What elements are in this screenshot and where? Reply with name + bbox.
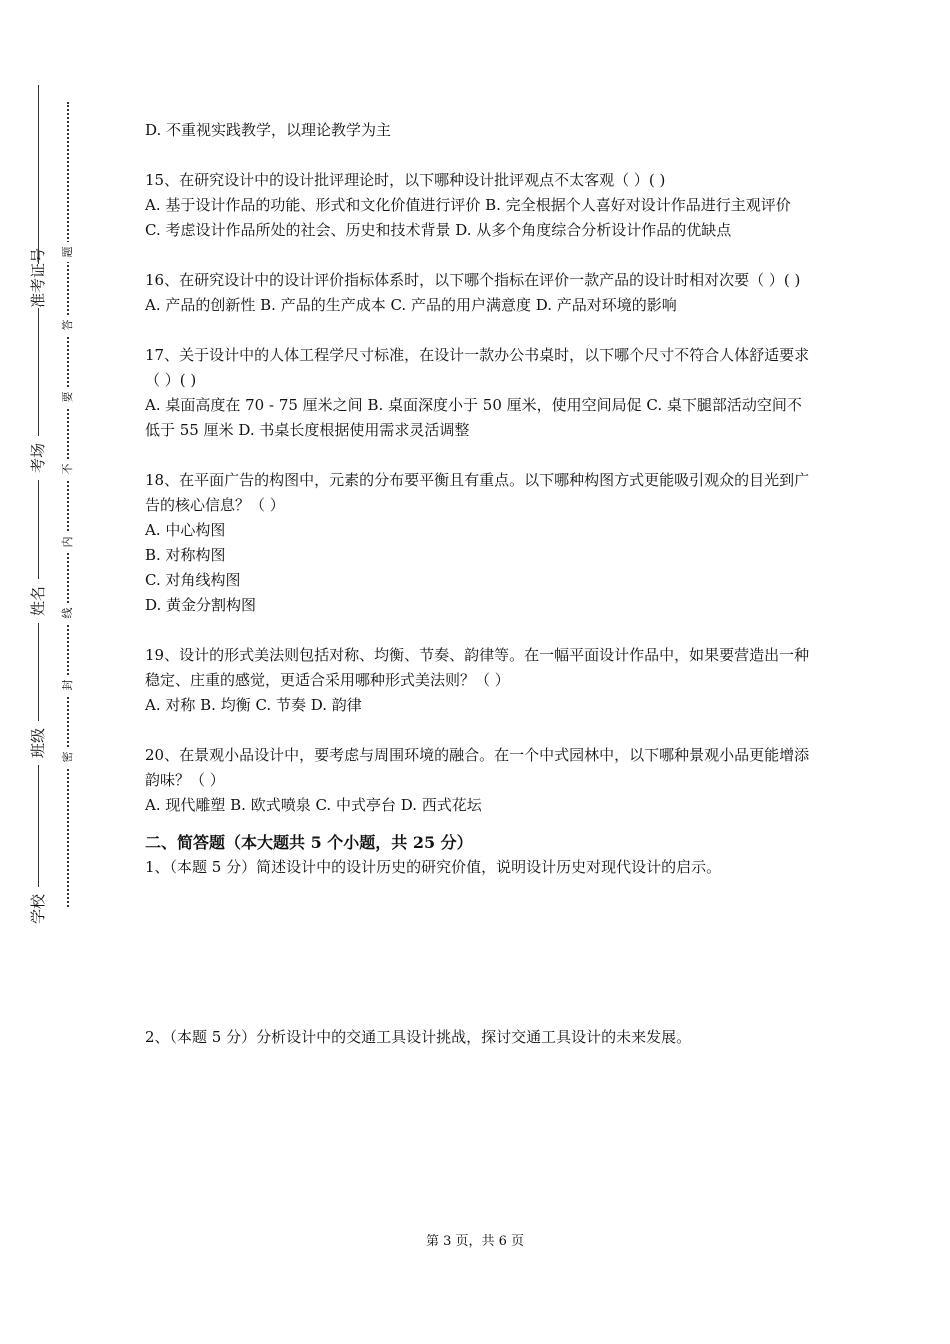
question-20 [145,743,810,818]
seal-char-yao: 要 [61,387,75,407]
question-19 [145,643,810,718]
section-2-title: 二、简答题（本大题共 5 个小题，共 25 分） [145,833,473,852]
answer-space-1 [145,880,810,1025]
question-16-options: A. 产品的创新性 B. 产品的生产成本 C. 产品的用户满意度 D. 产品对环境的影响 [145,296,677,314]
question-19-stem: 19、设计的形式美法则包括对称、均衡、节奏、韵律等。在一幅平面设计作品中，如果要营造出一种稳定、庄重的感觉，更适合采用哪种形式美法则？（ ） [145,646,810,689]
label-class: 班级 [27,721,49,765]
label-exam-room: 考场 [27,436,49,480]
binding-margin [0,0,110,1344]
question-15-options: A. 基于设计作品的功能、形式和文化价值进行评价 B. 完全根据个人喜好对设计作品进行主观评价 C. 考虑设计作品所处的社会、历史和技术背景 D. 从多个角度综合分析设计作品的优缺点 [145,196,791,239]
question-20-options: A. 现代雕塑 B. 欧式喷泉 C. 中式亭台 D. 西式花坛 [145,796,482,814]
question-17 [145,343,810,443]
question-16-stem: 16、在研究设计中的设计评价指标体系时，以下哪个指标在评价一款产品的设计时相对次要（ ）( ) [145,271,801,289]
seal-char-da: 答 [61,315,75,335]
question-17-options: A. 桌面高度在 70 - 75 厘米之间 B. 桌面深度小于 50 厘米，使用空间局促 C. 桌下腿部活动空间不低于 55 厘米 D. 书桌长度根据使用需求灵活调整 [145,396,802,439]
question-18-option-b: B. 对称构图 [145,546,226,564]
question-18-stem: 18、在平面广告的构图中，元素的分布要平衡且有重点。以下哪种构图方式更能吸引观众的目光到广告的核心信息？（ ） [145,471,810,514]
exam-content [145,118,810,1050]
short-answer-1: 1、（本题 5 分）简述设计中的设计历史的研究价值，说明设计历史对现代设计的启示。 [145,858,722,876]
seal-char-ti: 题 [61,242,75,262]
question-16 [145,268,810,318]
seal-char-bu: 不 [61,459,75,479]
seal-char-mi: 密 [61,747,75,767]
question-14-option-d: D. 不重视实践教学，以理论教学为主 [145,121,392,139]
question-17-stem: 17、关于设计中的人体工程学尺寸标准，在设计一款办公书桌时，以下哪个尺寸不符合人体舒适要求（ ）( ) [145,346,810,389]
question-15-stem: 15、在研究设计中的设计批评理论时，以下哪种设计批评观点不太客观（ ）( ) [145,171,666,189]
question-19-options: A. 对称 B. 均衡 C. 节奏 D. 韵律 [145,696,362,714]
question-20-stem: 20、在景观小品设计中，要考虑与周围环境的融合。在一个中式园林中，以下哪种景观小品更能增添韵味？（ ） [145,746,810,789]
margin-solid-line [38,85,39,905]
question-18-option-c: C. 对角线构图 [145,571,241,589]
page-footer: 第 3 页，共 6 页 [425,1234,525,1249]
seal-char-xian: 线 [61,603,75,623]
seal-char-feng: 封 [61,675,75,695]
question-18 [145,468,810,618]
seal-char-nei: 内 [61,532,75,552]
short-answer-2: 2、（本题 5 分）分析设计中的交通工具设计挑战，探讨交通工具设计的未来发展。 [145,1028,692,1046]
label-exam-id: 准考证号 [29,247,47,308]
margin-dotted-line [67,102,69,907]
question-18-option-a: A. 中心构图 [145,521,226,539]
label-name: 姓名 [27,579,49,623]
question-14-tail [145,118,810,143]
label-school: 学校 [27,887,49,931]
question-15 [145,168,810,243]
question-18-option-d: D. 黄金分割构图 [145,596,257,614]
